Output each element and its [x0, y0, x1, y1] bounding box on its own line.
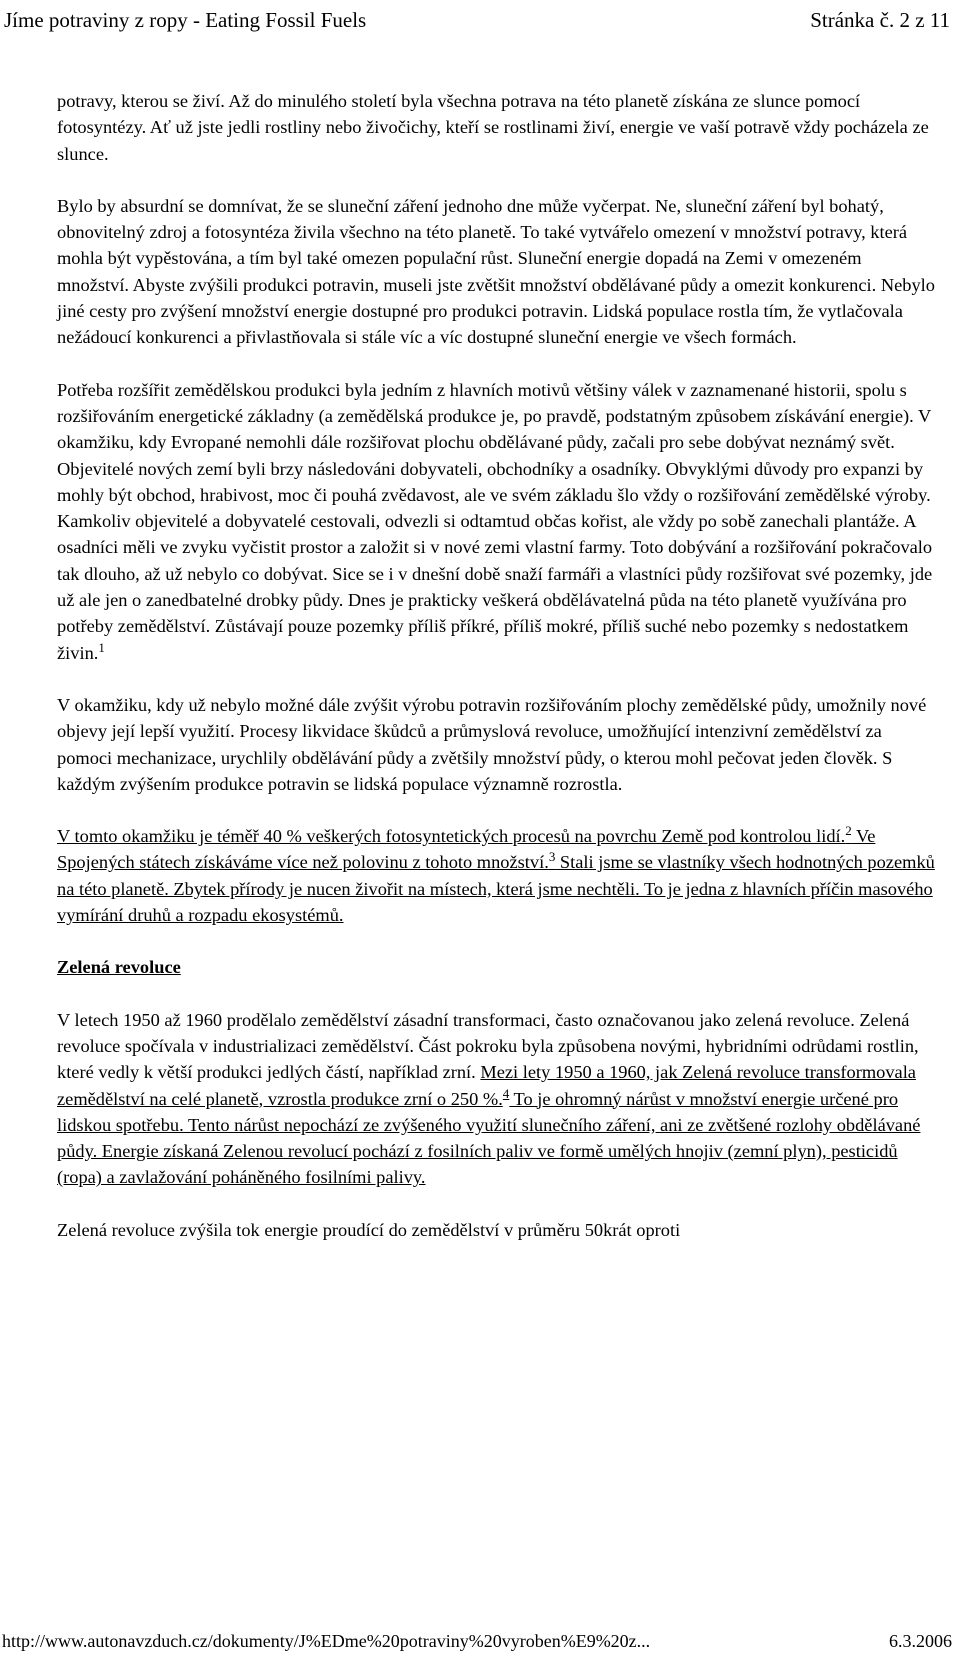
paragraph-text: V letech 1950 až 1960 prodělalo zemědělství zásadní transformaci, často označovanou jako zelená revoluce. Zelená revoluce spočívala v industrializaci zemědělství. Část pokroku byla způsobena novými, hybridními odrůdami rostlin, které vedly k větší produkci jedlých částí, například zrní.	[57, 1009, 919, 1083]
page-header	[0, 0, 960, 40]
paragraph: Zelená revoluce zvýšila tok energie proudící do zemědělství v průměru 50krát oproti	[57, 1219, 681, 1240]
paragraph-text-underlined: To je ohromný nárůst v množství energie určené pro lidskou spotřebu. Tento nárůst nepochází ze zvýšeného využití slunečního záření, ani ze zvětšené rozlohy obdělávané půdy. Energie získaná Zelenou revolucí pochází z fosilních paliv ve formě umělých hnojiv (zemní plyn), pesticidů (ropa) a zavlažování poháněného fosilními palivy.	[57, 1088, 921, 1188]
paragraph	[57, 1007, 937, 1191]
paragraph: V okamžiku, kdy už nebylo možné dále zvýšit výrobu potravin rozšiřováním plochy zemědělské půdy, umožnily nové objevy její lepší využití. Procesy likvidace škůdců a průmyslová revoluce, umožňující intenzivní zemědělství za pomoci mechanizace, urychlily obdělávání půdy a zvětšily množství půdy, o kterou mohl pečovat jeden člověk. S každým zvýšením produkce potravin se lidská populace významně rozrostla.	[57, 694, 927, 794]
paragraph-text: V tomto okamžiku je téměř 40 % veškerých fotosyntetických procesů na povrchu Země pod kontrolou lidí.	[57, 826, 846, 847]
section-heading: Zelená revoluce	[57, 957, 181, 978]
source-url: http://www.autonavzduch.cz/dokumenty/J%EDme%20potraviny%20vyroben%E9%20z...	[2, 1631, 651, 1651]
paragraph	[57, 377, 937, 666]
footnote-ref[interactable]: 3	[548, 849, 556, 865]
print-date: 6.3.2006	[889, 1631, 952, 1651]
paragraph-text-underlined: Mezi lety 1950 a 1960, jak Zelená revoluce transformovala zemědělství na celé planetě, vzrostla produkce zrní o 250 %.	[57, 1062, 916, 1109]
paragraph-text: Stali jsme se vlastníky všech hodnotných pozemků na této planetě. Zbytek přírody je nucen živořit na místech, která jsme nechtěli. To je jedna z hlavních příčin masového vymírání druhů a rozpadu ekosystémů.	[57, 852, 935, 926]
footnote-ref[interactable]: 4	[502, 1085, 510, 1101]
paragraph-text: Ve Spojených státech získáváme více než polovinu z tohoto množství.	[57, 826, 876, 873]
page-number: Stránka č. 2 z 11	[810, 8, 950, 32]
footnote-ref[interactable]: 2	[845, 823, 852, 839]
document-title: Jíme potraviny z ropy - Eating Fossil Fuels	[4, 8, 367, 32]
paragraph-text: Potřeba rozšířit zemědělskou produkci byla jedním z hlavních motivů většiny válek v zaznamenané historii, spolu s rozšiřováním energetické základny (a zemědělská produkce je, po pravdě, podstatným způsobem získávání energie). V okamžiku, kdy Evropané nemohli dále rozšiřovat plochu obdělávané půdy, začali pro sebe dobývat neznámý svět. Objevitelé nových zemí byli brzy následováni dobyvateli, obchodníky a osadníky. Obvyklými důvody pro expanzi by mohly být obchod, hrabivost, moc či pouhá zvědavost, ale ve svém základu šlo vždy o rozšiřování zemědělské výroby. Kamkoliv objevitelé a dobyvatelé cestovali, odvezli si odtamtud občas kořist, ale vždy po sobě zanechali plantáže. A osadníci měli ve zvyku vyčistit prostor a založit si v nové zemi vlastní farmy. Toto dobývání a rozšiřování pokračovalo tak dlouho, až už nebylo co dobývat. Sice se i v dnešní době snaží farmáři a vlastníci půdy rozšiřovat své pozemky, jde už ale jen o zanedbatelné drobky půdy. Dnes je prakticky veškerá obdělávatelná půda na této planetě využívána pro potřeby zemědělství. Zůstávají pouze pozemky příliš příkré, příliš mokré, příliš suché nebo pozemky s nedostatkem živin.	[57, 379, 933, 663]
footnote-ref[interactable]: 1	[98, 639, 105, 655]
page-footer	[0, 1628, 960, 1654]
paragraph-underlined	[57, 823, 937, 928]
article-body	[57, 88, 937, 1269]
paragraph: Bylo by absurdní se domnívat, že se sluneční záření jednoho dne může vyčerpat. Ne, sluneční záření byl bohatý, obnovitelný zdroj a fotosyntéza živila všechno na této planetě. To také vytvářelo omezení v množství potravy, která mohla být vypěstována, a tím byl také omezen populační růst. Sluneční energie dopadá na Zemi v omezeném množství. Abyste zvýšili produkci potravin, museli jste zvětšit množství obdělávané půdy a omezit konkurenci. Nebylo jiné cesty pro zvýšení množství energie dostupné pro produkci potravin. Lidská populace rostla tím, že vytlačovala nežádoucí konkurenci a přivlastňovala si stále víc a víc dostupné sluneční energie ve všech formách.	[57, 195, 935, 348]
paragraph: potravy, kterou se živí. Až do minulého století byla všechna potrava na této planetě získána ze slunce pomocí fotosyntézy. Ať už jste jedli rostliny nebo živočichy, kteří se rostlinami živí, energie ve vaší potravě vždy pocházela ze slunce.	[57, 91, 929, 164]
